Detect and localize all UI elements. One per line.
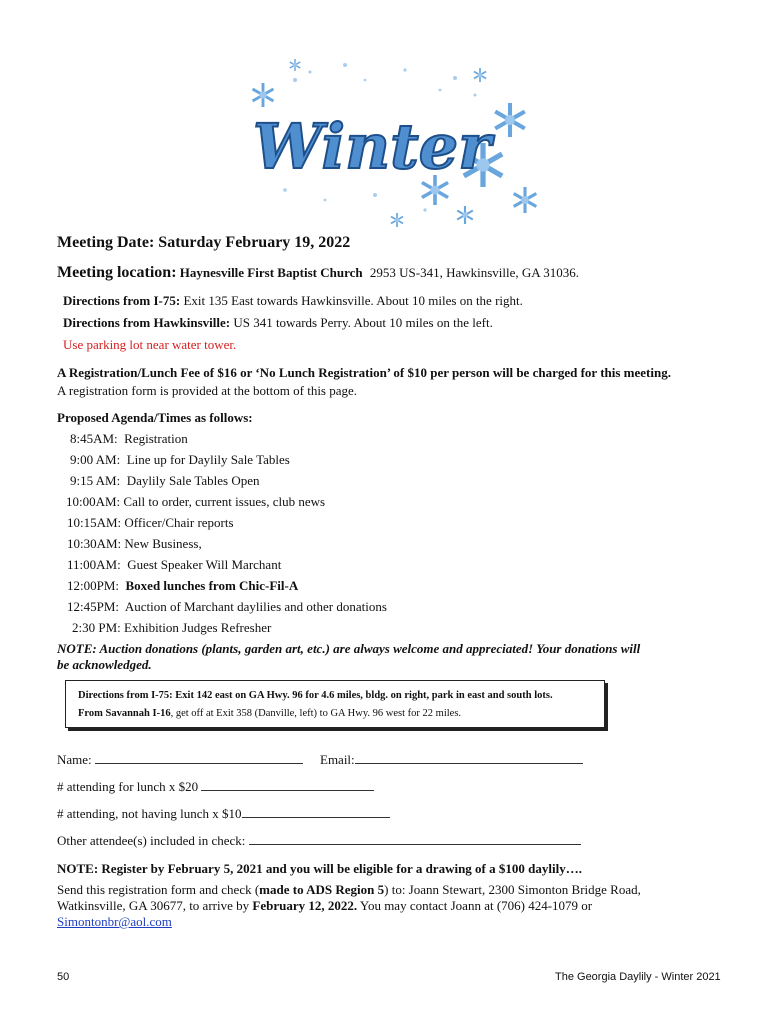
contact-email-link[interactable]: Simontonbr@aol.com: [57, 914, 172, 929]
no-lunch-count-field[interactable]: [57, 806, 390, 822]
agenda-time: 11:00AM:: [67, 557, 121, 572]
agenda-item: [67, 578, 298, 594]
other-attendees-label: Other attendee(s) included in check:: [57, 833, 246, 848]
other-attendees-blank[interactable]: [249, 833, 581, 845]
deadline-note: NOTE: Register by February 5, 2021 and you will be eligible for a drawing of a $100 daylily….: [57, 861, 582, 876]
agenda-time: 10:15AM:: [67, 515, 122, 530]
agenda-text: Officer/Chair reports: [124, 515, 234, 530]
meeting-date: Meeting Date: Saturday February 19, 2022: [57, 234, 351, 251]
directions-box: [65, 680, 605, 728]
agenda-time: 9:00 AM:: [70, 452, 121, 467]
parking-note: Use parking lot near water tower.: [63, 337, 237, 352]
agenda-heading: Proposed Agenda/Times as follows:: [57, 410, 253, 425]
name-blank[interactable]: [95, 752, 303, 764]
agenda-item: [66, 494, 325, 510]
directions-i75-text: Exit 135 East towards Hawkinsville. About 10 miles on the right.: [183, 293, 523, 308]
agenda-time: 9:15 AM:: [70, 473, 121, 488]
send2-b: February 12, 2022.: [252, 898, 358, 913]
lunch-count-field[interactable]: [57, 779, 374, 795]
page-number: 50: [57, 971, 70, 983]
agenda-time: 10:30AM:: [67, 536, 122, 551]
agenda-time: 12:00PM:: [67, 578, 120, 593]
agenda-text: Call to order, current issues, club news: [123, 494, 326, 509]
agenda-text: Daylily Sale Tables Open: [126, 473, 260, 488]
name-label: Name:: [57, 752, 92, 767]
directions-i75-label: Directions from I-75:: [63, 293, 181, 308]
fee-notice: A Registration/Lunch Fee of $16 or ‘No Lunch Registration’ of $10 per person will be charged for this meeting.: [57, 365, 671, 380]
agenda-item: [70, 431, 188, 447]
directions-hawk-label: Directions from Hawkinsville:: [63, 315, 231, 330]
agenda-text: Guest Speaker Will Marchant: [127, 557, 282, 572]
agenda-time: 2:30 PM:: [72, 620, 121, 635]
directions-box-line2: [78, 706, 461, 722]
agenda-item: [72, 620, 271, 636]
location-name: Haynesville First Baptist Church: [179, 265, 363, 280]
agenda-item: [67, 536, 202, 552]
directions-hawkinsville: [63, 315, 493, 331]
agenda-text: Registration: [124, 431, 188, 446]
meeting-location: [57, 263, 579, 283]
winter-banner-image: [225, 50, 545, 230]
agenda-item: [67, 515, 234, 531]
send-instructions-line1: [57, 882, 641, 898]
other-attendees-field[interactable]: [57, 833, 581, 849]
agenda-item: [67, 557, 281, 573]
banner-word: Winter: [253, 110, 491, 183]
email-field[interactable]: [320, 752, 583, 768]
email-label: Email:: [320, 752, 355, 767]
directions-box-line2-bold: From Savannah I-16: [78, 708, 171, 719]
send-a: Send this registration form and check (: [57, 882, 260, 897]
directions-i75: [63, 293, 523, 309]
send-c: ) to: Joann Stewart, 2300 Simonton Bridge Road,: [384, 882, 641, 897]
agenda-item: [70, 452, 290, 468]
agenda-item: [67, 599, 387, 615]
agenda-item: [70, 473, 260, 489]
donations-note-line1: NOTE: Auction donations (plants, garden art, etc.) are always welcome and appreciated! Your donations will: [57, 641, 641, 656]
no-lunch-count-blank[interactable]: [242, 806, 390, 818]
form-notice: A registration form is provided at the bottom of this page.: [57, 383, 358, 398]
lunch-count-blank[interactable]: [201, 779, 374, 791]
agenda-text: New Business,: [124, 536, 202, 551]
agenda-time: 10:00AM:: [66, 494, 121, 509]
agenda-time: 8:45AM:: [70, 431, 118, 446]
lunch-count-label: # attending for lunch x $20: [57, 779, 199, 794]
donations-note-line2: be acknowledged.: [57, 657, 152, 672]
agenda-time: 12:45PM:: [67, 599, 120, 614]
location-address: 2953 US-341, Hawkinsville, GA 31036.: [369, 265, 579, 280]
agenda-text: Exhibition Judges Refresher: [124, 620, 272, 635]
send-b: made to ADS Region 5: [259, 882, 385, 897]
send2-a: Watkinsville, GA 30677, to arrive by: [57, 898, 253, 913]
name-field[interactable]: [57, 752, 303, 768]
email-blank[interactable]: [355, 752, 583, 764]
agenda-text: Line up for Daylily Sale Tables: [126, 452, 290, 467]
location-label: Meeting location:: [57, 264, 177, 281]
directions-box-line2-rest: , get off at Exit 358 (Danville, left) to GA Hwy. 96 west for 22 miles.: [170, 708, 462, 719]
directions-hawk-text: US 341 towards Perry. About 10 miles on the left.: [233, 315, 493, 330]
directions-box-line1: Directions from I-75: Exit 142 east on GA Hwy. 96 for 4.6 miles, bldg. on right, park in east and south lots.: [78, 690, 553, 701]
agenda-text: Auction of Marchant daylilies and other donations: [124, 599, 387, 614]
publication-footer: The Georgia Daylily - Winter 2021: [555, 971, 721, 983]
send2-c: You may contact Joann at (706) 424-1079 or: [357, 898, 593, 913]
no-lunch-count-label: # attending, not having lunch x $10: [57, 806, 242, 821]
send-instructions-line2: [57, 898, 592, 914]
agenda-text: Boxed lunches from Chic-Fil-A: [125, 578, 299, 593]
